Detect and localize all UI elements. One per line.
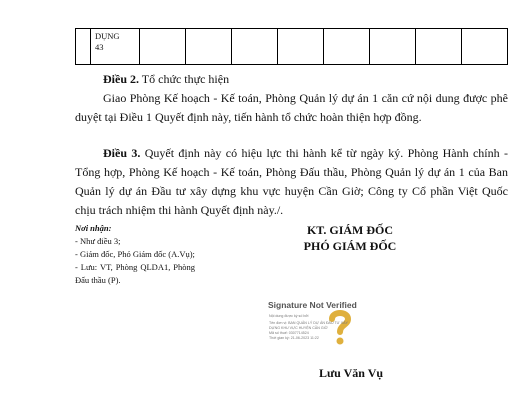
recipient-item: - Như điều 3; xyxy=(75,236,121,246)
signature-status: Signature Not Verified xyxy=(268,300,357,310)
table-cell xyxy=(76,29,91,65)
table-cell xyxy=(232,29,278,65)
table-cell xyxy=(416,29,462,65)
article-2-title: Tổ chức thực hiện xyxy=(139,72,230,86)
recipients-heading: Nơi nhận: xyxy=(75,223,112,233)
article-3-label: Điều 3. xyxy=(103,146,141,160)
article-3-body: Quyết định này có hiệu lực thi hành kể từ ngày ký. Phòng Hành chính - Tổng hợp, Phòng Kế hoạch - Kế toán, Phòng Đấu thầu, Phòng Quản lý dự án 1 của Ban Quản lý dự án Đầu tư xây dựng khu vực huyện Cần Giờ; Công ty Cổ phần Việt Quốc chịu trách nhiệm thi hành Quyết định này./. xyxy=(75,146,508,217)
authority-line-2: PHÓ GIÁM ĐỐC xyxy=(303,239,397,253)
recipient-item: - Lưu: VT, Phòng QLDA1, Phòng Đấu thầu (P). xyxy=(75,262,195,285)
article-2-body: Giao Phòng Kế hoạch - Kế toán, Phòng Quản lý dự án 1 căn cứ nội dung được phê duyệt tại Điều 1 Quyết định này, tiến hành tổ chức hoàn thiện hợp đồng. xyxy=(75,91,508,124)
article-2-label: Điều 2. xyxy=(103,72,139,86)
signature-detail: Thời gian ký: 21-06-2023 11:22 xyxy=(269,336,319,340)
signature-detail: Tên đơn vị: BAN QUẢN LÝ DỰ ÁN ĐẦU TƯ XÂY xyxy=(269,321,348,325)
article-2-heading xyxy=(75,70,508,89)
recipient-item: - Giám đốc, Phó Giám đốc (A.Vụ); xyxy=(75,249,195,259)
recipients-block xyxy=(75,222,195,287)
signature-detail: Mã số thuế: 0307714524 xyxy=(269,331,309,335)
authority-block xyxy=(255,222,445,254)
table-cell xyxy=(278,29,324,65)
authority-line-1: KT. GIÁM ĐỐC xyxy=(306,223,394,237)
table-cell xyxy=(462,29,508,65)
code-line-1: DỤNG xyxy=(95,31,120,41)
code-line-2: 43 xyxy=(95,42,104,52)
items-table-fragment xyxy=(75,28,508,65)
table-cell xyxy=(324,29,370,65)
signature-detail: Nội dung được ký số bởi xyxy=(269,314,309,318)
table-row xyxy=(76,29,508,65)
table-cell-code xyxy=(91,29,140,65)
digital-signature-stamp xyxy=(264,300,404,350)
table-cell xyxy=(140,29,186,65)
table-cell xyxy=(370,29,416,65)
signer-name: Lưu Văn Vụ xyxy=(318,366,384,380)
article-3 xyxy=(75,144,508,220)
signature-detail: DỰNG KHU VỰC HUYỆN CẦN GIỜ xyxy=(269,326,328,330)
table-cell xyxy=(186,29,232,65)
